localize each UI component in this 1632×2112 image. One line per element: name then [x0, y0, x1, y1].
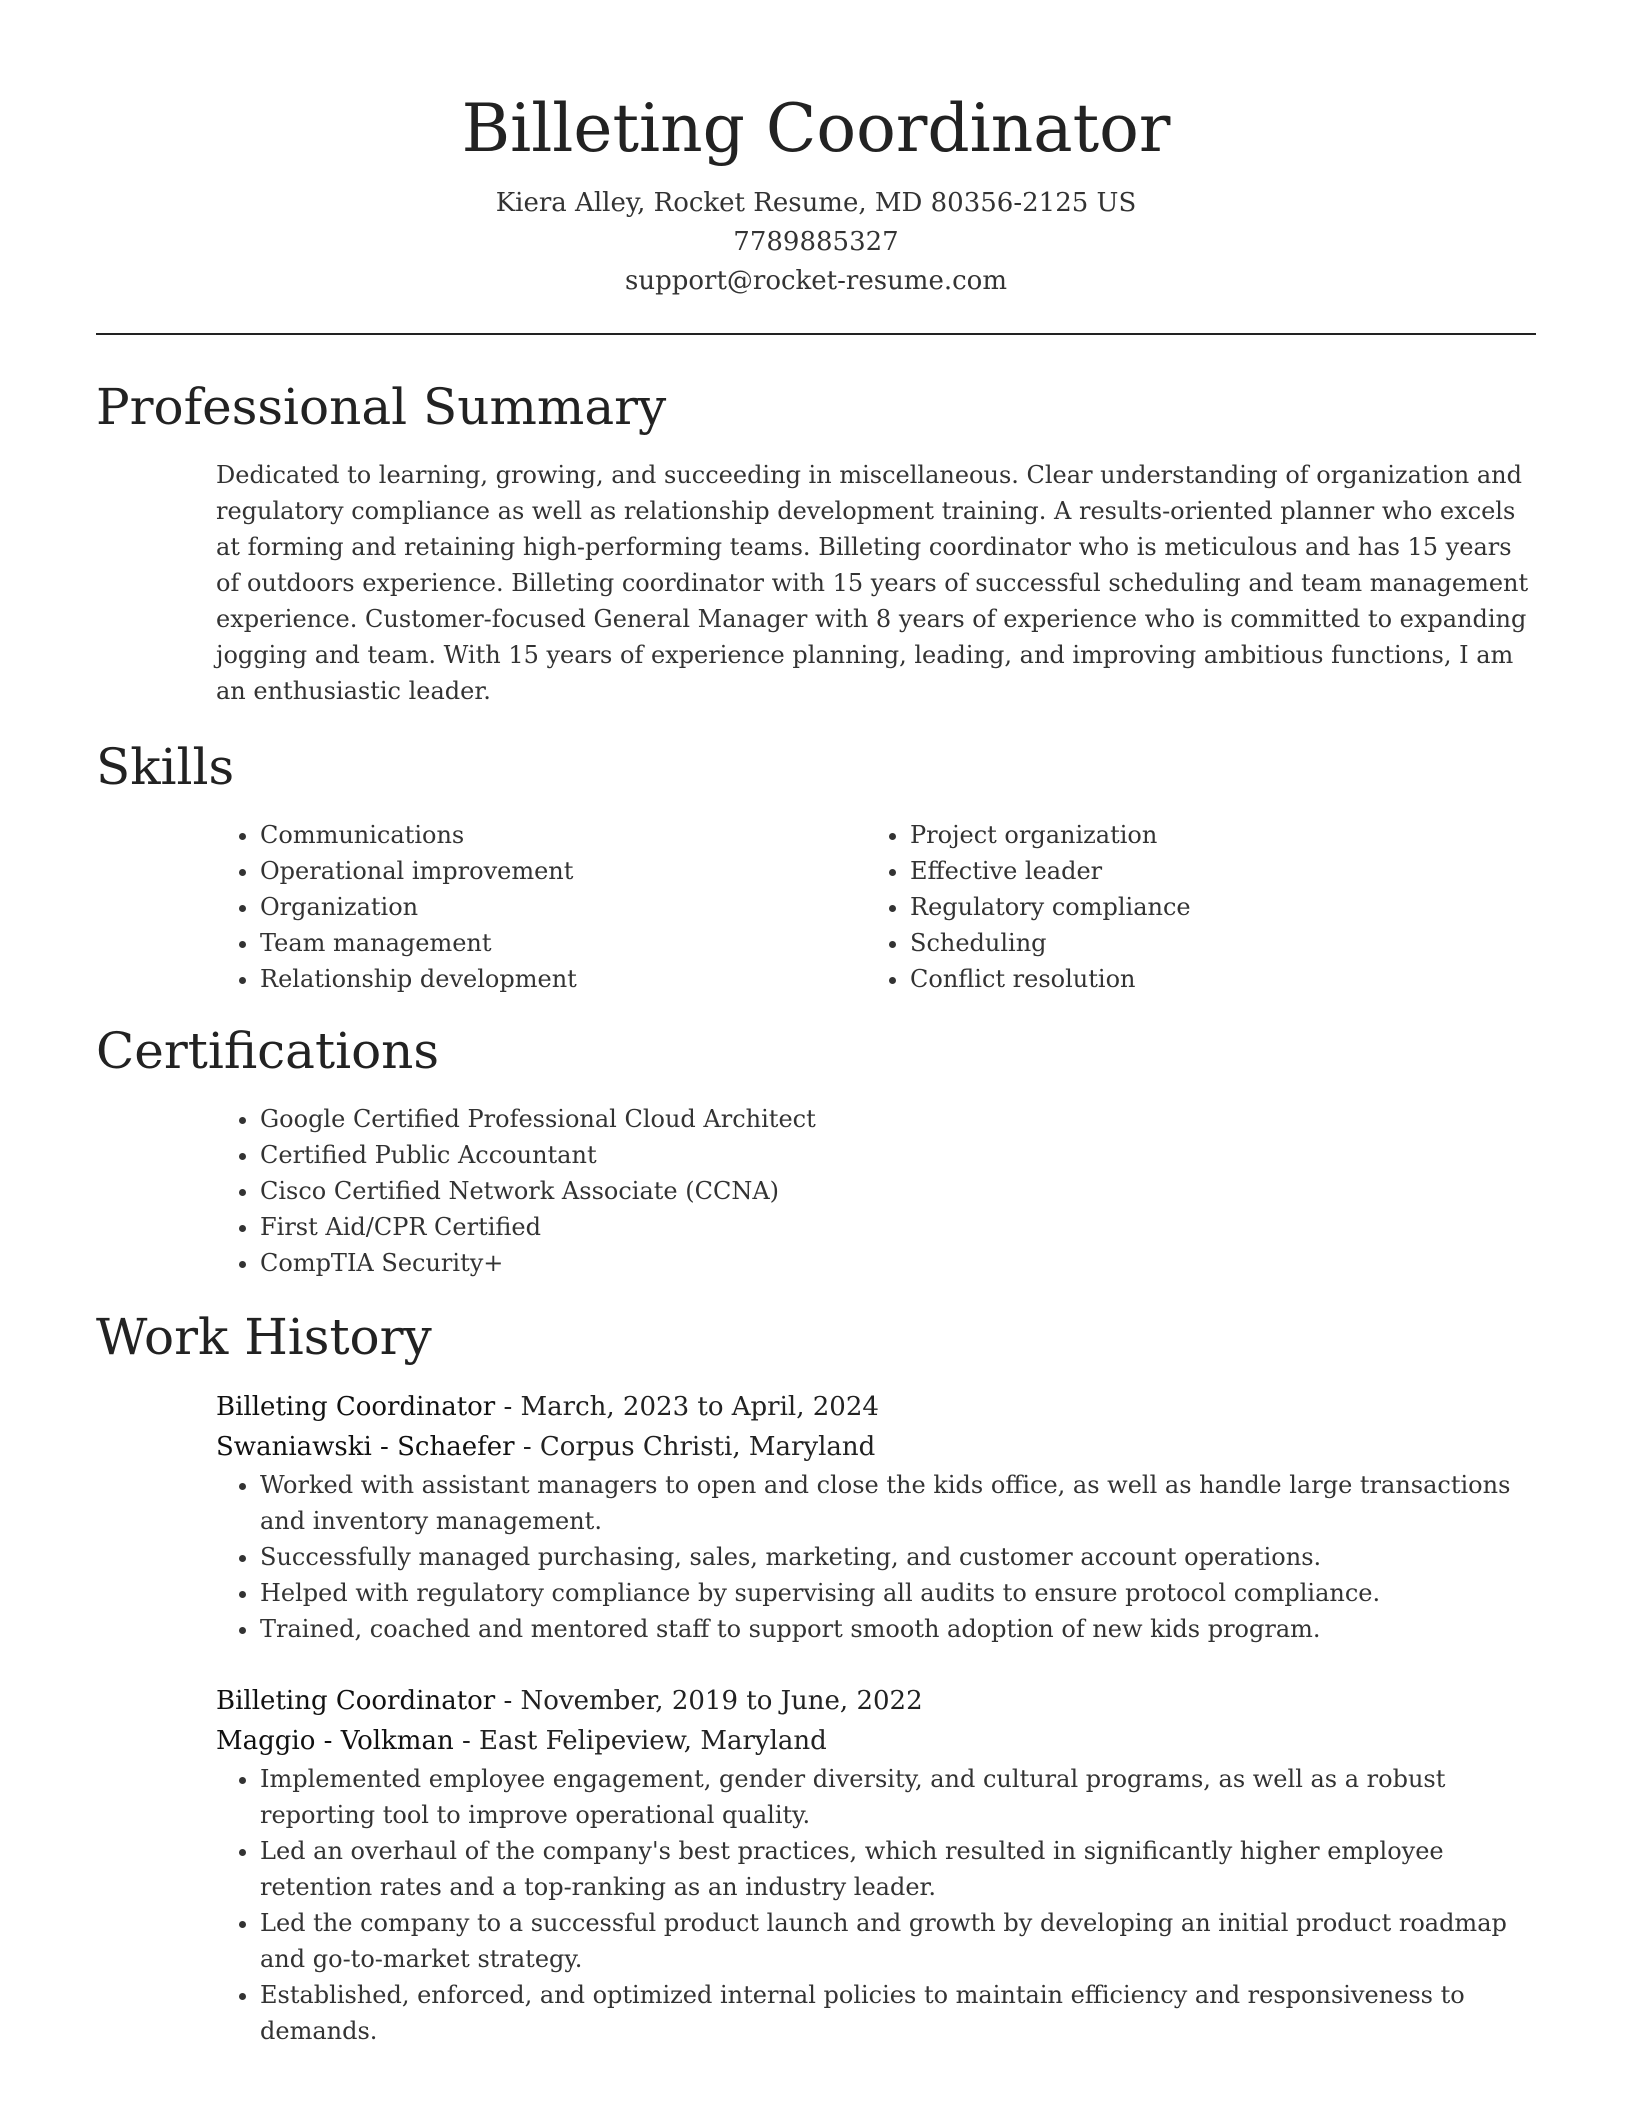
job-company: Swaniawski - Schaefer	[216, 1432, 515, 1462]
job-title-line	[216, 1681, 1536, 1721]
skills-column-left	[216, 817, 866, 997]
job-bullet: • Implemented employee engagement, gender diversity, and cultural programs, as well as a robust reporting tool to improve operational quality.	[260, 1761, 1536, 1833]
skill-item: • Conflict resolution	[910, 961, 1516, 997]
job-bullet: • Led the company to a successful product launch and growth by developing an initial product roadmap and go-to-market strategy.	[260, 1905, 1536, 1977]
job-company: Maggio - Volkman	[216, 1726, 454, 1756]
job-bullet: • Worked with assistant managers to open and close the kids office, as well as handle large transactions and inventory management.	[260, 1467, 1536, 1539]
contact-address: Kiera Alley, Rocket Resume, MD 80356-2125 US	[495, 188, 1137, 218]
job-bullet: • Helped with regulatory compliance by supervising all audits to ensure protocol compliance.	[260, 1575, 1536, 1611]
certifications-block	[216, 1101, 1536, 1281]
skill-item: • Communications	[260, 817, 866, 853]
skill-item: • Scheduling	[910, 925, 1516, 961]
certification-item: • Cisco Certified Network Associate (CCNA)	[260, 1173, 1536, 1209]
job-entry	[216, 1681, 1536, 2049]
certification-item: • Certified Public Accountant	[260, 1137, 1536, 1173]
skills-heading: Skills	[96, 738, 235, 796]
skills-grid	[216, 817, 1536, 997]
summary-heading: Professional Summary	[96, 378, 667, 436]
skill-item: • Regulatory compliance	[910, 889, 1516, 925]
skill-item: • Relationship development	[260, 961, 866, 997]
job-title-line	[216, 1387, 1536, 1427]
job-dates: - March, 2023 to April, 2024	[495, 1392, 879, 1422]
certification-item: • Google Certified Professional Cloud Architect	[260, 1101, 1536, 1137]
skill-item: • Effective leader	[910, 853, 1516, 889]
job-dates: - November, 2019 to June, 2022	[495, 1686, 923, 1716]
job-bullet: • Led an overhaul of the company's best practices, which resulted in significantly higher employee retention rates and a top-ranking as an industry leader.	[260, 1833, 1536, 1905]
job-bullet: • Established, enforced, and optimized internal policies to maintain efficiency and responsiveness to demands.	[260, 1977, 1536, 2049]
job-location: - East Felipeview, Maryland	[453, 1726, 827, 1756]
skill-item: • Operational improvement	[260, 853, 866, 889]
job-bullet: • Successfully managed purchasing, sales, marketing, and customer account operations.	[260, 1539, 1536, 1575]
certifications-heading: Certifications	[96, 1022, 440, 1080]
job-company-line	[216, 1721, 1536, 1761]
job-entry	[216, 1387, 1536, 1647]
job-bullet: • Trained, coached and mentored staff to support smooth adoption of new kids program.	[260, 1611, 1536, 1647]
contact-block	[96, 184, 1536, 301]
summary-text: Dedicated to learning, growing, and succeeding in miscellaneous. Clear understanding of organization and regulatory compliance as well as relationship development training. A results-oriented planner who excels at forming and retaining high-performing teams. Billeting coordinator who is meticulous and has 15 years of outdoors experience. Billeting coordinator with 15 years of successful scheduling and team management experience. Customer-focused General Manager with 8 years of experience who is committed to expanding jogging and team. With 15 years of experience planning, leading, and improving ambitious functions, I am an enthusiastic leader.	[216, 461, 1529, 705]
certifications-list	[216, 1101, 1536, 1281]
contact-email: support@rocket-resume.com	[624, 266, 1007, 296]
skills-list-left	[216, 817, 866, 997]
contact-phone: 7789885327	[733, 227, 899, 257]
job-bullets	[216, 1467, 1536, 1647]
job-company-line	[216, 1427, 1536, 1467]
header-divider	[96, 333, 1536, 335]
job-title: Billeting Coordinator	[216, 1392, 496, 1422]
job-title: Billeting Coordinator	[216, 1686, 496, 1716]
work-history-heading: Work History	[96, 1308, 432, 1366]
job-bullets	[216, 1761, 1536, 2049]
resume-page	[96, 0, 1536, 2049]
skills-column-right	[866, 817, 1516, 997]
resume-title: Billeting Coordinator	[461, 90, 1171, 167]
skills-list-right	[866, 817, 1516, 997]
certification-item: • CompTIA Security+	[260, 1245, 1536, 1281]
skill-item: • Organization	[260, 889, 866, 925]
skill-item: • Team management	[260, 925, 866, 961]
skill-item: • Project organization	[910, 817, 1516, 853]
job-location: - Corpus Christi, Maryland	[514, 1432, 876, 1462]
certification-item: • First Aid/CPR Certified	[260, 1209, 1536, 1245]
